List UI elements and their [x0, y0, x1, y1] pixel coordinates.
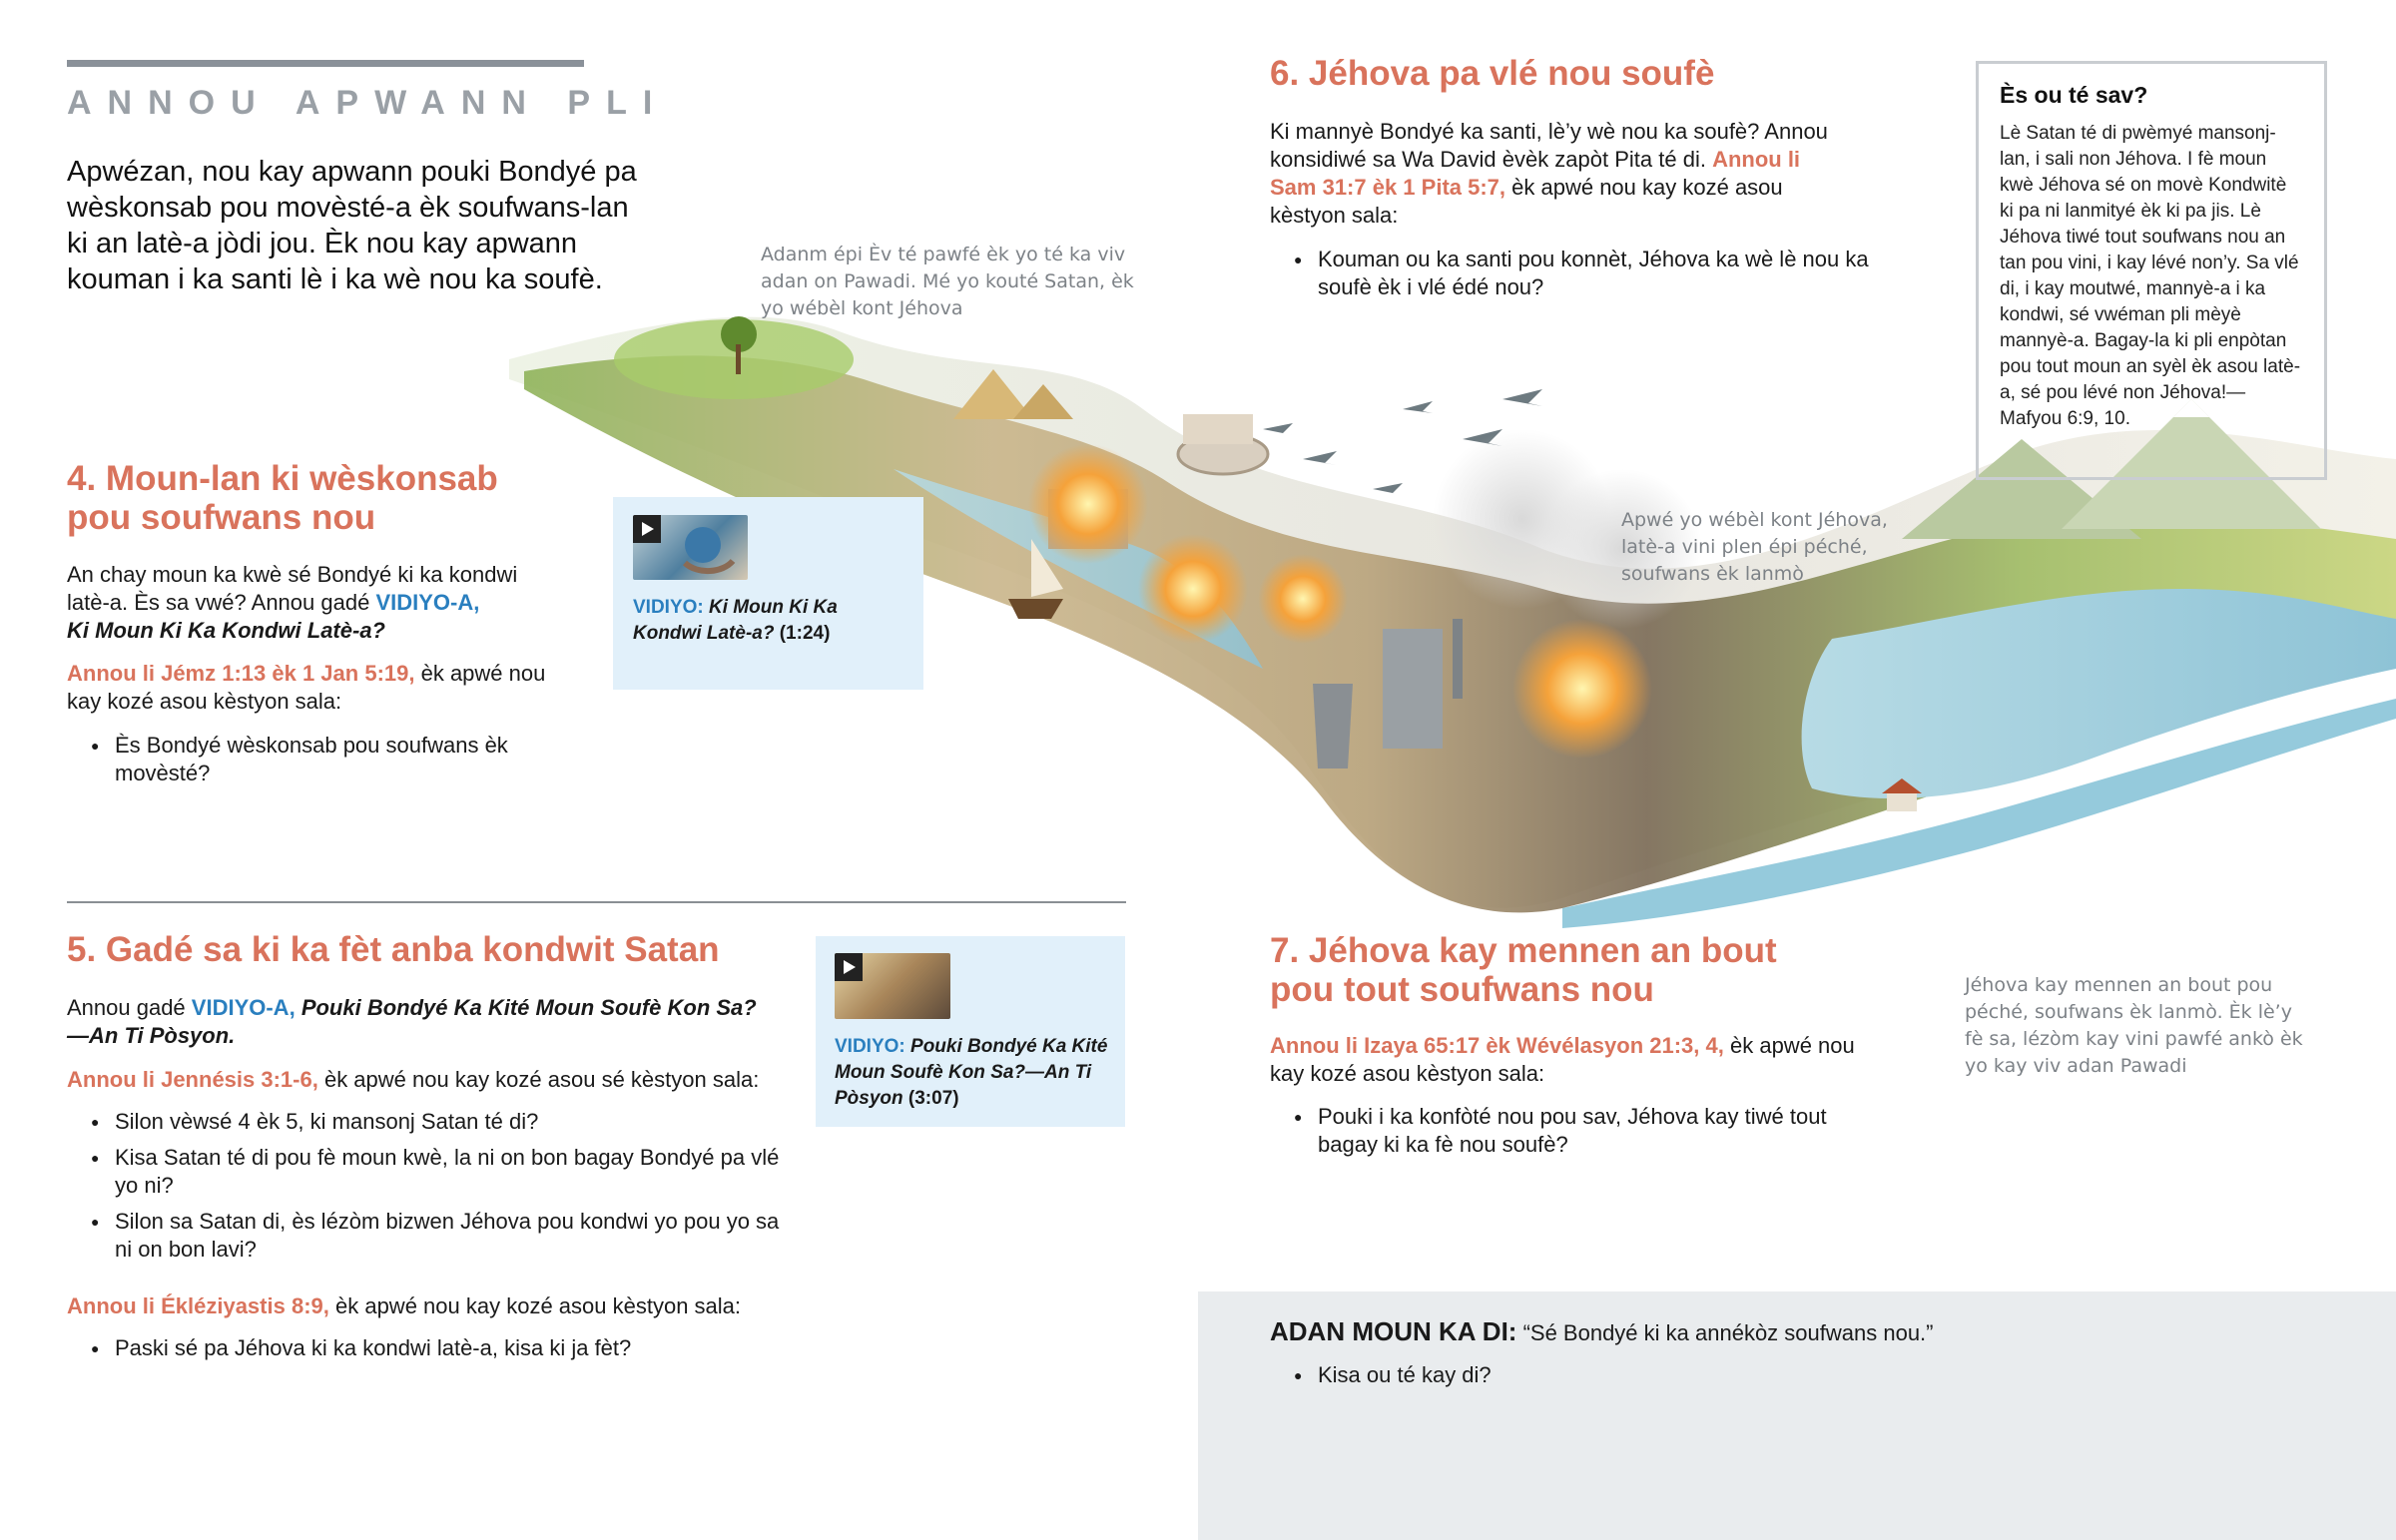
section6-paragraph: [1270, 118, 1849, 230]
section7-heading-line2: pou tout soufwans nou: [1270, 970, 1654, 1009]
did-you-know-body: Lè Satan té di pwèmyé mansonj-lan, i sali non Jéhova. I fè moun kwè Jéhova sé on movè Kondwitè ki pa ni lanmityé èk ki pa jis. Lè Jéhova tiwé tout soufwans nou an tan pou vini, i kay lévé non’y. Sa vlé di, i kay moutwé, mannyè-a i ka kondwi, sé vwéman pli mèyè mannyè-a. Bagay-la ki pli enpòtan pou tout moun an syèl èk asou latè-a, sé pou lévé non Jéhova!—Mafyou 6:9, 10.: [2000, 123, 2301, 429]
section4-heading: [67, 459, 626, 537]
section4-heading-line2: pou soufwans nou: [67, 498, 376, 537]
play-icon[interactable]: [835, 953, 863, 981]
section7-heading-line1: 7. Jéhova kay mennen an bout: [1270, 931, 1777, 970]
video-2-caption: [835, 1034, 1112, 1112]
video-thumbnail[interactable]: [835, 953, 950, 1019]
section-divider: [67, 901, 1126, 903]
section7-heading: [1270, 931, 1909, 1009]
section6-scripture-ref[interactable]: Annou li Sam 31:7 èk 1 Pita 5:7,: [1270, 147, 1801, 200]
question-item: ● Paski sé pa Jéhova ki ka kondwi latè-a, kisa ki ja fèt?: [67, 1334, 786, 1362]
section4-heading-line1: 4. Moun-lan ki wèskonsab: [67, 459, 498, 498]
section4-video-title[interactable]: Ki Moun Ki Ka Kondwi Latè-a?: [67, 618, 385, 643]
section7-questions: [1270, 1103, 1869, 1167]
others-say-statement: [1270, 1317, 2268, 1347]
others-say-label: ADAN MOUN KA DI:: [1270, 1316, 1517, 1346]
section4-reading-text: èk apwé nou kay kozé asou kèstyon sala:: [67, 661, 546, 714]
section7-reading-text: èk apwé nou kay kozé asou kèstyon sala:: [1270, 1033, 1855, 1086]
section5-reading-2-text: èk apwé nou kay kozé asou kèstyon sala:: [328, 1293, 742, 1318]
section4-paragraph-text: An chay moun ka kwè sé Bondyé ki ka kondwi latè-a. Ès sa vwé? Annou gadé: [67, 562, 518, 615]
did-you-know-title: Ès ou té sav?: [2000, 82, 2148, 108]
section5-scripture-ref-1[interactable]: Annou li Jennésis 3:1-6,: [67, 1067, 318, 1092]
video-1-caption: [633, 595, 907, 647]
video-title: Pouki Bondyé Ka Kité Moun Soufè Kon Sa?—An Ti Pòsyon: [835, 1036, 1108, 1109]
section5-paragraph-text: Annou gadé: [67, 995, 192, 1020]
kicker-heading: ANNOU APWANN PLI: [67, 84, 669, 122]
section5-scripture-ref-2[interactable]: Annou li Ékléziyastis 8:9,: [67, 1293, 329, 1318]
section5-paragraph: [67, 994, 776, 1050]
kicker-rule: [67, 60, 584, 67]
section5-video-title[interactable]: Pouki Bondyé Ka Kité Moun Soufè Kon Sa?—An Ti Pòsyon.: [67, 995, 757, 1048]
section5-reading-1-text: èk apwé nou kay kozé asou sé kèstyon sala:: [317, 1067, 760, 1092]
section4-video-link[interactable]: VIDIYO-A,: [375, 590, 480, 615]
section5-questions-2: [67, 1334, 786, 1370]
section4-questions: [67, 732, 556, 795]
section5-heading: 5. Gadé sa ki ka fèt anba kondwit Satan: [67, 930, 720, 969]
section7-reading: [1270, 1032, 1869, 1088]
video-thumbnail[interactable]: [633, 515, 748, 580]
video-card-2[interactable]: [816, 936, 1125, 1127]
question-item: ● Ès Bondyé wèskonsab pou soufwans èk movèsté?: [67, 732, 556, 787]
section4-scripture-ref[interactable]: Annou li Jémz 1:13 èk 1 Jan 5:19,: [67, 661, 415, 686]
section5-video-link[interactable]: VIDIYO-A,: [191, 995, 296, 1020]
video-label: VIDIYO:: [633, 597, 704, 618]
question-item: ● Pouki i ka konfòté nou pou sav, Jéhova kay tiwé tout bagay ki ka fè nou soufè?: [1270, 1103, 1869, 1159]
question-item: ● Silon vèwsé 4 èk 5, ki mansonj Satan té di?: [67, 1108, 786, 1136]
section6-questions: [1270, 246, 1869, 309]
others-say-quote: “Sé Bondyé ki ka annékòz soufwans nou.”: [1516, 1320, 1934, 1345]
section5-reading-1: [67, 1066, 786, 1094]
play-icon[interactable]: [633, 515, 661, 543]
section6-heading: 6. Jéhova pa vlé nou soufè: [1270, 54, 1715, 93]
section7-scripture-ref[interactable]: Annou li Izaya 65:17 èk Wévélasyon 21:3, 4,: [1270, 1033, 1724, 1058]
question-item: ● Silon sa Satan di, ès lézòm bizwen Jéhova pou kondwi yo pou yo sa ni on bon lavi?: [67, 1208, 786, 1264]
section4-paragraph: [67, 561, 556, 645]
caption-paradise: Jéhova kay mennen an bout pou péché, soufwans èk lanmò. Èk lè’y fè sa, lézòm kay vini pawfé ankò èk yo kay viv adan Pawadi: [1965, 974, 2303, 1077]
video-duration: (1:24): [779, 623, 831, 644]
others-say-questions: [1270, 1361, 2168, 1397]
section4-reading: [67, 660, 556, 716]
others-say-box: [1198, 1291, 2396, 1540]
caption-rebellion: Apwé yo wébèl kont Jéhova, latè-a vini plen épi péché, soufwans èk lanmò: [1621, 509, 1888, 585]
video-duration: (3:07): [907, 1088, 959, 1109]
intro-paragraph: Apwézan, nou kay apwann pouki Bondyé pa wèskonsab pou movèsté-a èk soufwans-lan ki an latè-a jòdi jou. Èk nou kay apwann kouman i ka santi lè i ka wè nou ka soufè.: [67, 156, 637, 295]
question-item: ● Kisa ou té kay di?: [1270, 1361, 2168, 1389]
section5-questions-1: [67, 1108, 786, 1272]
video-card-1[interactable]: [613, 497, 923, 690]
section6-reading-text: èk apwé nou kay kozé asou kèstyon sala:: [1270, 175, 1783, 228]
question-item: ● Kouman ou ka santi pou konnèt, Jéhova ka wè lè nou ka soufè èk i vlé édé nou?: [1270, 246, 1869, 301]
caption-eden: Adanm épi Èv té pawfé èk yo té ka viv adan on Pawadi. Mé yo kouté Satan, èk yo wébèl kont Jéhova: [761, 244, 1134, 319]
section6-paragraph-text: Ki mannyè Bondyé ka santi, lè’y wè nou ka soufè? Annou konsidiwé sa Wa David èvèk zapòt Pita té di.: [1270, 119, 1828, 172]
question-item: ● Kisa Satan té di pou fè moun kwè, la ni on bon bagay Bondyé pa vlé yo ni?: [67, 1144, 786, 1200]
video-title: Ki Moun Ki Ka Kondwi Latè-a?: [633, 597, 838, 644]
section5-reading-2: [67, 1292, 786, 1320]
did-you-know-box: [1976, 61, 2327, 480]
video-label: VIDIYO:: [835, 1036, 905, 1057]
